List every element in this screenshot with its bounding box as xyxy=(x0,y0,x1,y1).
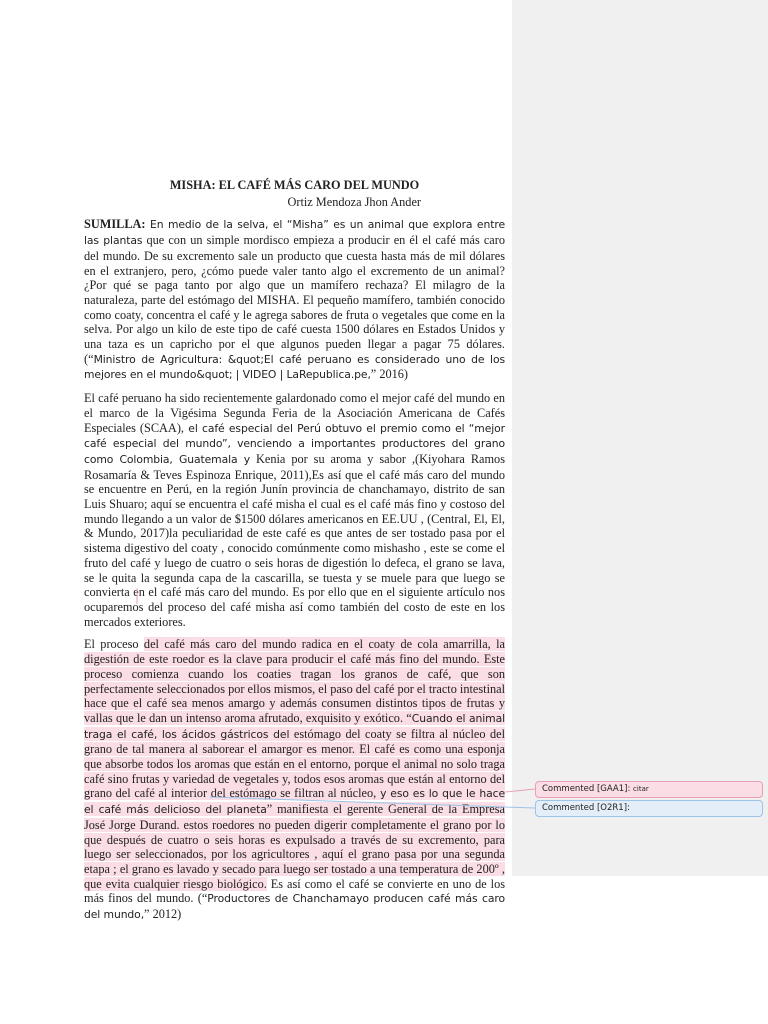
document-title: MISHA: EL CAFÉ MÁS CARO DEL MUNDO xyxy=(169,178,420,192)
process-text-6: ” manifiesta el gerente General de la Empresa José Jorge Durand. estos roedores no pueden digerir completamente el grano por lo que después de cuatro o seis horas es expulsado a través de su excremento, para luego ser seleccionados, por los agricultores , aquí el grano pasa por una segunda etapa ; el grano es lavado y secado para luego ser tostado a una temperatura de 200º , que evita cualquier riesgo biológico. xyxy=(84,802,506,891)
intro-text-2: el café especial del Perú obtuvo el premio como el “mejor café especial del mundo”, venciendo a importantes productores del grano como Colombia, Guatemala y xyxy=(84,421,505,466)
summary-text-4: ” 2016) xyxy=(370,367,409,382)
process-text-2: del café más caro del mundo radica en el coaty de cola amarrilla, la digestión de este roedor es la clave para producir el café más fino del mundo. Este proceso comienza cuando los coaties tragan los granos de café, que son perfectamente seleccionados por ellos mismos, el paso del café por el tracto intestinal hace que el café sea menos amargo y además consumen distintos tipos de frutas y vallas que le dan un intenso aroma afrutado, exquisito y exótico. “ xyxy=(84,637,506,725)
comment-balloon-1[interactable] xyxy=(535,781,763,798)
process-quote-1: Cuando el animal traga el café, los ácidos gástricos del xyxy=(84,711,505,741)
summary-text-1: En medio de la selva, el “Misha” es un animal que explora entre las plantas xyxy=(84,218,505,248)
comment-1-label: Commented [GAA1]: xyxy=(542,784,631,794)
intro-text-3: Kenia por su aroma y sabor ,(Kiyohara Ramos Rosamaría & Teves Espinoza Enrique, 2011),Es así que el café más caro del mundo se encuentre en Perú, en la región Junín provincia de chanchamayo, distrito de san Luis Shuaro; aquí se encuentra el café misha el cual es el café más fino y costoso del mundo llegando a un valor de $1500 dólares americanos en EE.UU , (Central, El, El, & Mundo, 2017)la peculiaridad de este café es que antes de ser tostado pasa por el sistema digestivo del coaty , conocido comúnmente como mishasho , este se come el fruto del café y luego de cuatro o seis horas de digestión lo defeca, el grano se lava, se le quita la segunda capa de la cascarilla, se tuesta y se muele para que luego se convierta en el café más caro del mundo. Es por ello que en el siguiente artículo nos ocuparemos del proceso del café misha así como también del costo de este en los mercados exteriores. xyxy=(84,451,505,629)
process-quote-2: y eso es lo que le hace el café más delicioso del planeta xyxy=(84,787,505,817)
intro-text-1: El café peruano ha sido recientemente galardonado como el mejor café del mundo en el marco de la Vigésima Segunda Feria de la Asociación Americana de Cafés Especiales (SCAA), xyxy=(84,391,505,435)
process-citation: Productores de Chanchamayo producen café más caro del mundo, xyxy=(84,892,505,922)
process-text-4: estómago del coaty se filtra al núcleo del grano de tal manera al saborear el amargor es menor. El café es como una esponja que absorbe todos los aromas que están en el entorno, porque el animal no solo traga café sino frutas y variedad de vegetales y, todos esos aromas que están al entorno del grano del café al interior del estómago se filtran al núcleo, xyxy=(84,726,505,801)
comment-balloon-2[interactable] xyxy=(535,800,763,817)
process-text-7: Es así como el café se convierte en uno de los más finos del mundo. (“ xyxy=(84,876,506,906)
comment-1-text: citar xyxy=(633,785,649,793)
process-text-1: El proceso xyxy=(84,637,144,652)
comment-2-label: Commented [O2R1]: xyxy=(542,803,630,813)
summary-label: SUMILLA: xyxy=(84,217,146,232)
summary-citation: Ministro de Agricultura: &quot;El café peruano es considerado uno de los mejores en el mundo&quot; | VIDEO | LaRepublica.pe, xyxy=(84,352,505,382)
summary-text-2: que con un simple mordisco empieza a producir en él el café más caro del mundo. De su excremento sale un producto que cuesta hasta más de mil dólares en el extranjero, pero, ¿cómo puede valer tanto algo el excremento de un animal? ¿Por qué se paga tanto por algo que un mamífero rechaza? El milagro de la naturaleza, parte del estómago del MISHA. El pequeño mamífero, también conocido como coaty, concentra el café y le agrega sabores de fruta o vegetales que come en la selva. Por algo un kilo de este tipo de café cuesta 1500 dólares en Estados Unidos y una taza es un capricho por el que algunos pueden llegar a pagar 75 dólares.(“ xyxy=(84,233,505,366)
document-author: Ortiz Mendoza Jhon Ander xyxy=(287,194,421,209)
process-text-9: ” 2012) xyxy=(144,907,182,922)
